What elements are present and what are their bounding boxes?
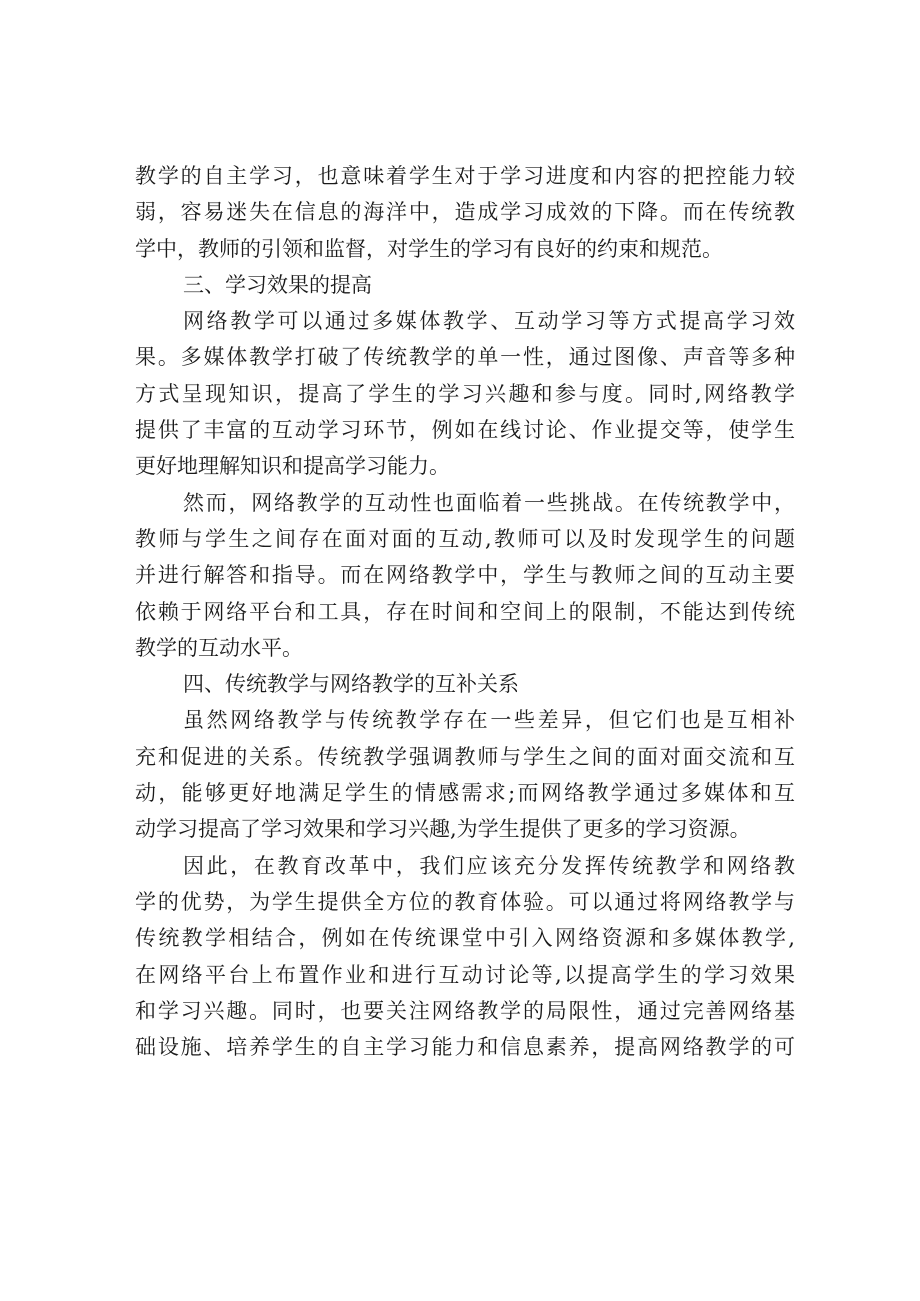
text-line: 充和促进的关系。传统教学强调教师与学生之间的面对面交流和互 — [135, 744, 795, 769]
text-line: 础设施、培养学生的自主学习能力和信息素养，提高网络教学的可 — [135, 1035, 795, 1060]
text-line: 学的优势，为学生提供全方位的教育体验。可以通过将网络教学与 — [135, 889, 795, 914]
paragraph — [135, 303, 795, 484]
document-page — [135, 158, 795, 1065]
text-line: 并进行解答和指导。而在网络教学中，学生与教师之间的互动主要 — [135, 563, 795, 588]
text-line: 弱，容易迷失在信息的海洋中，造成学习成效的下降。而在传统教 — [135, 200, 795, 225]
text-line: 网络教学可以通过多媒体教学、互动学习等方式提高学习效 — [183, 309, 795, 334]
heading-text: 三、学习效果的提高 — [183, 272, 372, 297]
section-heading — [135, 666, 795, 702]
text-line: 动，能够更好地满足学生的情感需求;而网络教学通过多媒体和互 — [135, 781, 795, 806]
text-line: 果。多媒体教学打破了传统教学的单一性，通过图像、声音等多种 — [135, 345, 795, 370]
text-line: 更好地理解知识和提高学习能力。 — [135, 454, 450, 479]
text-line: 传统教学相结合，例如在传统课堂中引入网络资源和多媒体教学, — [135, 926, 795, 951]
text-line: 因此，在教育改革中，我们应该充分发挥传统教学和网络教 — [183, 853, 795, 878]
text-line: 方式呈现知识，提高了学生的学习兴趣和参与度。同时,网络教学 — [135, 381, 795, 406]
text-line: 动学习提高了学习效果和学习兴趣,为学生提供了更多的学习资源。 — [135, 817, 751, 842]
section-heading — [135, 267, 795, 303]
text-line: 在网络平台上布置作业和进行互动讨论等,以提高学生的学习效果 — [135, 962, 795, 987]
paragraph — [135, 702, 795, 847]
text-line: 学中，教师的引领和监督，对学生的学习有良好的约束和规范。 — [135, 236, 723, 261]
paragraph-continuation — [135, 158, 795, 267]
text-line: 教学的互动水平。 — [135, 635, 303, 660]
paragraph — [135, 848, 795, 1066]
heading-text: 四、传统教学与网络教学的互补关系 — [183, 672, 519, 697]
text-line: 教学的自主学习，也意味着学生对于学习进度和内容的把控能力较 — [135, 164, 795, 188]
text-line: 提供了丰富的互动学习环节，例如在线讨论、作业提交等，使学生 — [135, 418, 795, 443]
text-line: 然而，网络教学的互动性也面临着一些挑战。在传统教学中， — [183, 490, 795, 515]
paragraph — [135, 485, 795, 666]
text-line: 和学习兴趣。同时，也要关注网络教学的局限性，通过完善网络基 — [135, 998, 795, 1023]
text-line: 虽然网络教学与传统教学存在一些差异，但它们也是互相补 — [183, 708, 795, 733]
text-line: 教师与学生之间存在面对面的互动,教师可以及时发现学生的问题 — [135, 526, 795, 551]
text-line: 依赖于网络平台和工具，存在时间和空间上的限制，不能达到传统 — [135, 599, 795, 624]
